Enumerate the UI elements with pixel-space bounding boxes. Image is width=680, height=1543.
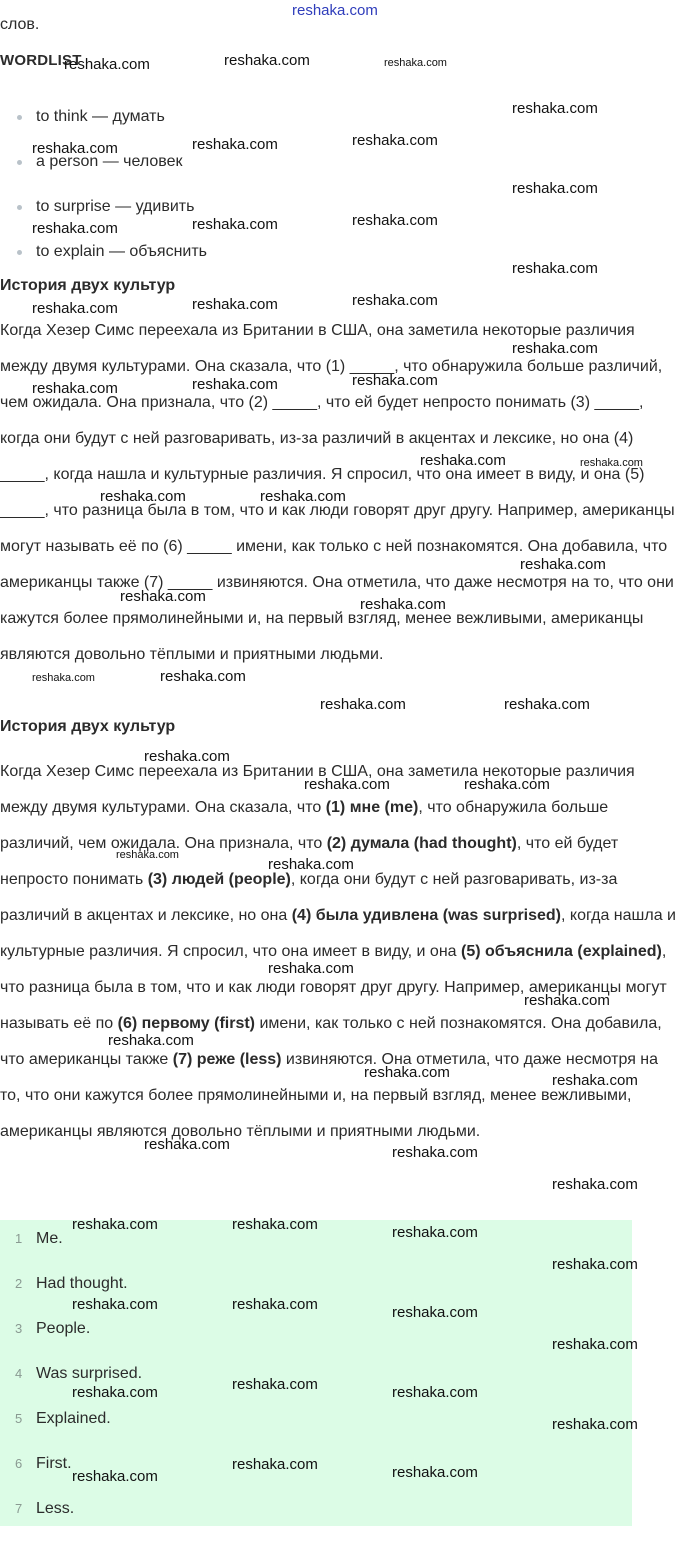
task-paragraph: Когда Хезер Симс переехала из Британии в США, она заметила некоторые различия между двумя культурами. Она сказала, что (1) _____, что обнаружила больше различий, чем ожидала. Она признала, что (2) _____, что ей будет непросто понимать (3) _____, когда они будут с ней разговаривать, из-за различий в акцентах и лексике, но она (4) _____, когда нашла и культурные различия. Я спросил, что она имеет в виду, и она (5) _____, что разница была в том, что и как люди говорят друг другу. Например, американцы могут называть её по (6) _____ имени, как только с ней познакомятся. Она добавила, что американцы также (7) _____ извиняются. Она отметила, что даже несмотря на то, что они кажутся более прямолинейными и, на первый взгляд, менее вежливыми, американцы являются довольно тёплыми и приятными людьми. bbox=[0, 322, 675, 663]
task-heading: История двух культур bbox=[0, 277, 176, 294]
watermark: reshaka.com bbox=[192, 296, 278, 313]
watermark: reshaka.com bbox=[32, 140, 118, 157]
watermark: reshaka.com bbox=[512, 180, 598, 197]
watermark: reshaka.com bbox=[552, 1416, 638, 1433]
list-item: to think — думать bbox=[0, 106, 207, 151]
watermark: reshaka.com bbox=[232, 1376, 318, 1393]
watermark: reshaka.com bbox=[292, 2, 378, 19]
watermark: reshaka.com bbox=[192, 136, 278, 153]
watermark: reshaka.com bbox=[360, 596, 446, 613]
watermark: reshaka.com bbox=[304, 776, 390, 793]
answer-heading: История двух культур bbox=[0, 718, 176, 735]
watermark: reshaka.com bbox=[392, 1144, 478, 1161]
watermark: reshaka.com bbox=[392, 1224, 478, 1241]
watermark: reshaka.com bbox=[144, 1136, 230, 1153]
watermark: reshaka.com bbox=[364, 1064, 450, 1081]
watermark: reshaka.com bbox=[512, 260, 598, 277]
watermark: reshaka.com bbox=[352, 292, 438, 309]
watermark: reshaka.com bbox=[192, 216, 278, 233]
watermark: reshaka.com bbox=[72, 1468, 158, 1485]
watermark: reshaka.com bbox=[524, 992, 610, 1009]
watermark: reshaka.com bbox=[116, 849, 179, 861]
watermark: reshaka.com bbox=[320, 696, 406, 713]
watermark: reshaka.com bbox=[392, 1464, 478, 1481]
answer-paragraph: Когда Хезер Симс переехала из Британии в США, она заметила некоторые различия между двумя культурами. Она сказала, что (1) мне (me), что обнаружила больше различий, чем ожидала. Она признала, что (2) думала (had thought), что ей будет непросто понимать (3) людей (people), когда они будут с ней разговаривать, из-за различий в акцентах и лексике, но она (4) была удивлена (was surprised), когда нашла и культурные различия. Я спросил, что она имеет в виду, и она (5) объяснила (explained), что разница была в том, что и как люди говорят друг другу. Например, американцы могут называть её по (6) первому (first) имени, как только с ней познакомятся. Она добавила, что американцы также (7) реже (less) извиняются. Она отметила, что даже несмотря на то, что они кажутся более прямолинейными и, на первый взгляд, менее вежливыми, американцы являются довольно тёплыми и приятными людьми. bbox=[0, 763, 676, 1140]
answer-1: (1) мне (me) bbox=[325, 799, 419, 816]
answer-3: (3) людей (people) bbox=[147, 871, 291, 888]
watermark: reshaka.com bbox=[224, 52, 310, 69]
watermark: reshaka.com bbox=[260, 488, 346, 505]
watermark: reshaka.com bbox=[352, 372, 438, 389]
bullet-icon bbox=[17, 250, 22, 255]
watermark: reshaka.com bbox=[32, 220, 118, 237]
watermark: reshaka.com bbox=[552, 1176, 638, 1193]
watermark: reshaka.com bbox=[32, 672, 95, 684]
watermark: reshaka.com bbox=[464, 776, 550, 793]
watermark: reshaka.com bbox=[504, 696, 590, 713]
watermark: reshaka.com bbox=[552, 1072, 638, 1089]
watermark: reshaka.com bbox=[32, 300, 118, 317]
watermark: reshaka.com bbox=[384, 57, 447, 69]
answer-6: (6) первому (first) bbox=[117, 1015, 255, 1032]
bullet-icon bbox=[17, 205, 22, 210]
watermark: reshaka.com bbox=[268, 960, 354, 977]
bullet-icon bbox=[17, 115, 22, 120]
previous-text-fragment: слов. bbox=[0, 16, 40, 33]
watermark: reshaka.com bbox=[232, 1456, 318, 1473]
wordlist bbox=[0, 106, 207, 286]
list-item: a person — человек bbox=[0, 151, 207, 196]
watermark: reshaka.com bbox=[512, 100, 598, 117]
answer-2: (2) думала (had thought) bbox=[326, 835, 517, 852]
watermark: reshaka.com bbox=[72, 1384, 158, 1401]
answer-5: (5) объяснила (explained) bbox=[461, 943, 662, 960]
watermark: reshaka.com bbox=[72, 1296, 158, 1313]
watermark: reshaka.com bbox=[268, 856, 354, 873]
watermark: reshaka.com bbox=[100, 488, 186, 505]
watermark: reshaka.com bbox=[64, 56, 150, 73]
list-item: to explain — объяснить bbox=[0, 241, 207, 286]
watermark: reshaka.com bbox=[552, 1256, 638, 1273]
watermark: reshaka.com bbox=[352, 212, 438, 229]
watermark: reshaka.com bbox=[420, 452, 506, 469]
watermark: reshaka.com bbox=[552, 1336, 638, 1353]
list-item: to surprise — удивить bbox=[0, 196, 207, 241]
watermark: reshaka.com bbox=[352, 132, 438, 149]
watermark: reshaka.com bbox=[232, 1216, 318, 1233]
answer-7: (7) реже (less) bbox=[172, 1051, 282, 1068]
watermark: reshaka.com bbox=[192, 376, 278, 393]
watermark: reshaka.com bbox=[144, 748, 230, 765]
watermark: reshaka.com bbox=[232, 1296, 318, 1313]
watermark: reshaka.com bbox=[580, 457, 643, 469]
watermark: reshaka.com bbox=[120, 588, 206, 605]
answer-4: (4) была удивлена (was surprised) bbox=[291, 907, 562, 924]
bullet-icon bbox=[17, 160, 22, 165]
watermark: reshaka.com bbox=[108, 1032, 194, 1049]
wordlist-title: WORDLIST bbox=[0, 52, 82, 69]
watermark: reshaka.com bbox=[160, 668, 246, 685]
watermark: reshaka.com bbox=[512, 340, 598, 357]
watermark: reshaka.com bbox=[32, 380, 118, 397]
watermark: reshaka.com bbox=[72, 1216, 158, 1233]
answers-box: 1 Me. 2 Had thought. 3 People. 4 Was surprised. 5 Explained. 6 First. 7 Less. bbox=[0, 1220, 632, 1526]
watermark: reshaka.com bbox=[392, 1384, 478, 1401]
watermark: reshaka.com bbox=[520, 556, 606, 573]
watermark: reshaka.com bbox=[392, 1304, 478, 1321]
